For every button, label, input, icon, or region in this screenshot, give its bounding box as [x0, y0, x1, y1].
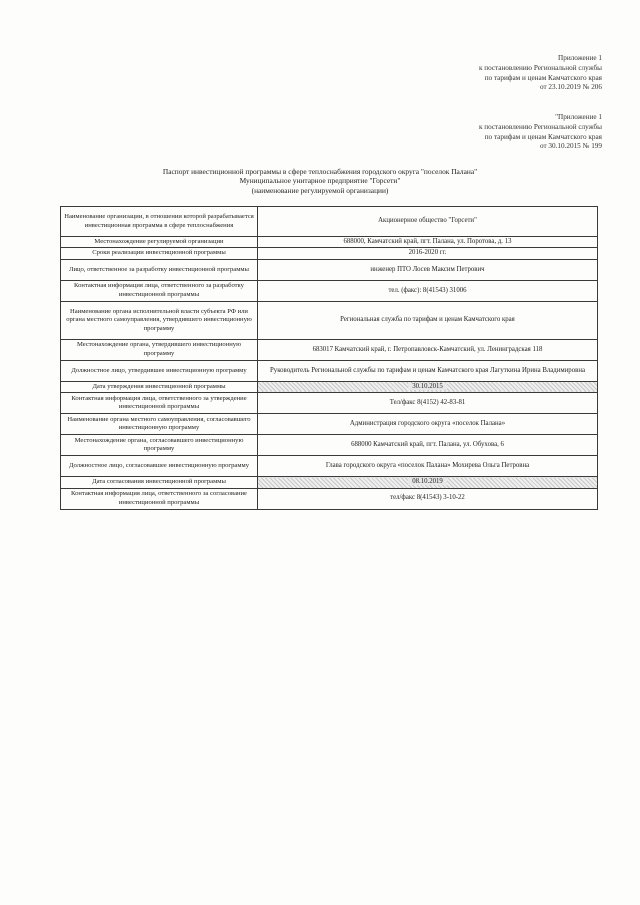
- annex-line: "Приложение 1: [555, 113, 602, 121]
- row-label: Лицо, ответственное за разработку инвестиционной программы: [61, 259, 258, 280]
- row-value: 688000, Камчатский край, пгт. Палана, ул. Поротова, д. 13: [258, 237, 598, 248]
- row-label: Контактная информация лица, ответственного за согласование инвестиционной программы: [61, 488, 258, 509]
- row-value: 688000 Камчатский край, пгт. Палана, ул. Обухова, 6: [258, 435, 598, 456]
- passport-table: [60, 206, 598, 510]
- row-value: инженер ПТО Лосев Максим Петрович: [258, 259, 598, 280]
- annex-line: от 30.10.2015 № 199: [539, 142, 602, 151]
- table-row: [61, 435, 598, 456]
- table-row: [61, 477, 598, 488]
- row-value: 683017 Камчатский край, г. Петропавловск-Камчатский, ул. Ленинградская 118: [258, 339, 598, 360]
- row-value-cell: [258, 381, 598, 392]
- row-value: Тел/факс 8(4152) 42-83-81: [258, 393, 598, 414]
- row-value: Руководитель Региональной службы по тарифам и ценам Камчатского края Лагуткина Ирина Владимировна: [258, 360, 598, 381]
- annex-line: от 23.10.2019 № 206: [539, 83, 602, 92]
- row-label: Должностное лицо, утвердившее инвестиционную программу: [61, 360, 258, 381]
- row-value: тел/факс 8(41543) 3-10-22: [258, 488, 598, 509]
- row-label: Контактная информация лица, ответственного за утверждение инвестиционной программы: [61, 393, 258, 414]
- row-label: Наименование органа местного самоуправления, согласовавшего инвестиционную программу: [61, 414, 258, 435]
- row-value: Акционерное общество "Горсети": [258, 207, 598, 237]
- row-value: тел. (факс): 8(41543) 31006: [258, 280, 598, 301]
- table-row: [61, 280, 598, 301]
- row-label: Дата согласования инвестиционной программы: [61, 477, 258, 488]
- passport-heading: [0, 167, 640, 195]
- row-label: Должностное лицо, согласовавшее инвестиционную программу: [61, 456, 258, 477]
- organization-name: Муниципальное унитарное предприятие "Горсети": [239, 176, 401, 186]
- row-value-cell: [258, 477, 598, 488]
- annex-line: к постановлению Региональной службы: [478, 63, 602, 72]
- table-row: [61, 248, 598, 259]
- table-row: [61, 381, 598, 392]
- row-label: Местонахождение органа, согласовавшего инвестиционную программу: [61, 435, 258, 456]
- row-label: Местонахождение органа, утвердившего инвестиционную программу: [61, 339, 258, 360]
- row-value: Администрация городского округа «поселок Палана»: [258, 414, 598, 435]
- annex-line: Приложение 1: [558, 54, 602, 62]
- table-row: [61, 207, 598, 237]
- annex-line: по тарифам и ценам Камчатского края: [484, 73, 602, 82]
- organization-caption: (наименование регулируемой организации): [251, 185, 389, 195]
- table-row: [61, 488, 598, 509]
- row-value: Региональная служба по тарифам и ценам Камчатского края: [258, 301, 598, 339]
- row-value: 08.10.2019: [408, 478, 447, 485]
- table-row: [61, 259, 598, 280]
- annex-line: по тарифам и ценам Камчатского края: [484, 132, 602, 141]
- annex-note-current: [479, 54, 602, 93]
- row-label: Местонахождение регулируемой организации: [61, 237, 258, 248]
- row-label: Наименование органа исполнительной власти субъекта РФ или органа местного самоуправления, утвердившего инвестиционную программу: [61, 301, 258, 339]
- row-value: 2016-2020 гг.: [258, 248, 598, 259]
- table-row: [61, 456, 598, 477]
- row-label: Сроки реализации инвестиционной программы: [61, 248, 258, 259]
- table-row: [61, 393, 598, 414]
- passport-title: Паспорт инвестиционной программы в сфере теплоснабжения городского округа "поселок Палана": [162, 167, 478, 176]
- annex-line: к постановлению Региональной службы: [478, 122, 602, 131]
- row-label: Наименование организации, в отношении которой разрабатывается инвестиционная программа в сфере теплоснабжения: [61, 207, 258, 237]
- row-label: Дата утверждения инвестиционной программы: [61, 381, 258, 392]
- table-row: [61, 360, 598, 381]
- row-value: Глава городского округа «поселок Палана» Мохирева Ольга Петровна: [258, 456, 598, 477]
- table-row: [61, 414, 598, 435]
- row-label: Контактная информация лица, ответственного за разработку инвестиционной программы: [61, 280, 258, 301]
- table-row: [61, 237, 598, 248]
- table-row: [61, 339, 598, 360]
- row-value: 30.10.2015: [408, 383, 447, 390]
- table-row: [61, 301, 598, 339]
- annex-note-previous: [479, 113, 602, 152]
